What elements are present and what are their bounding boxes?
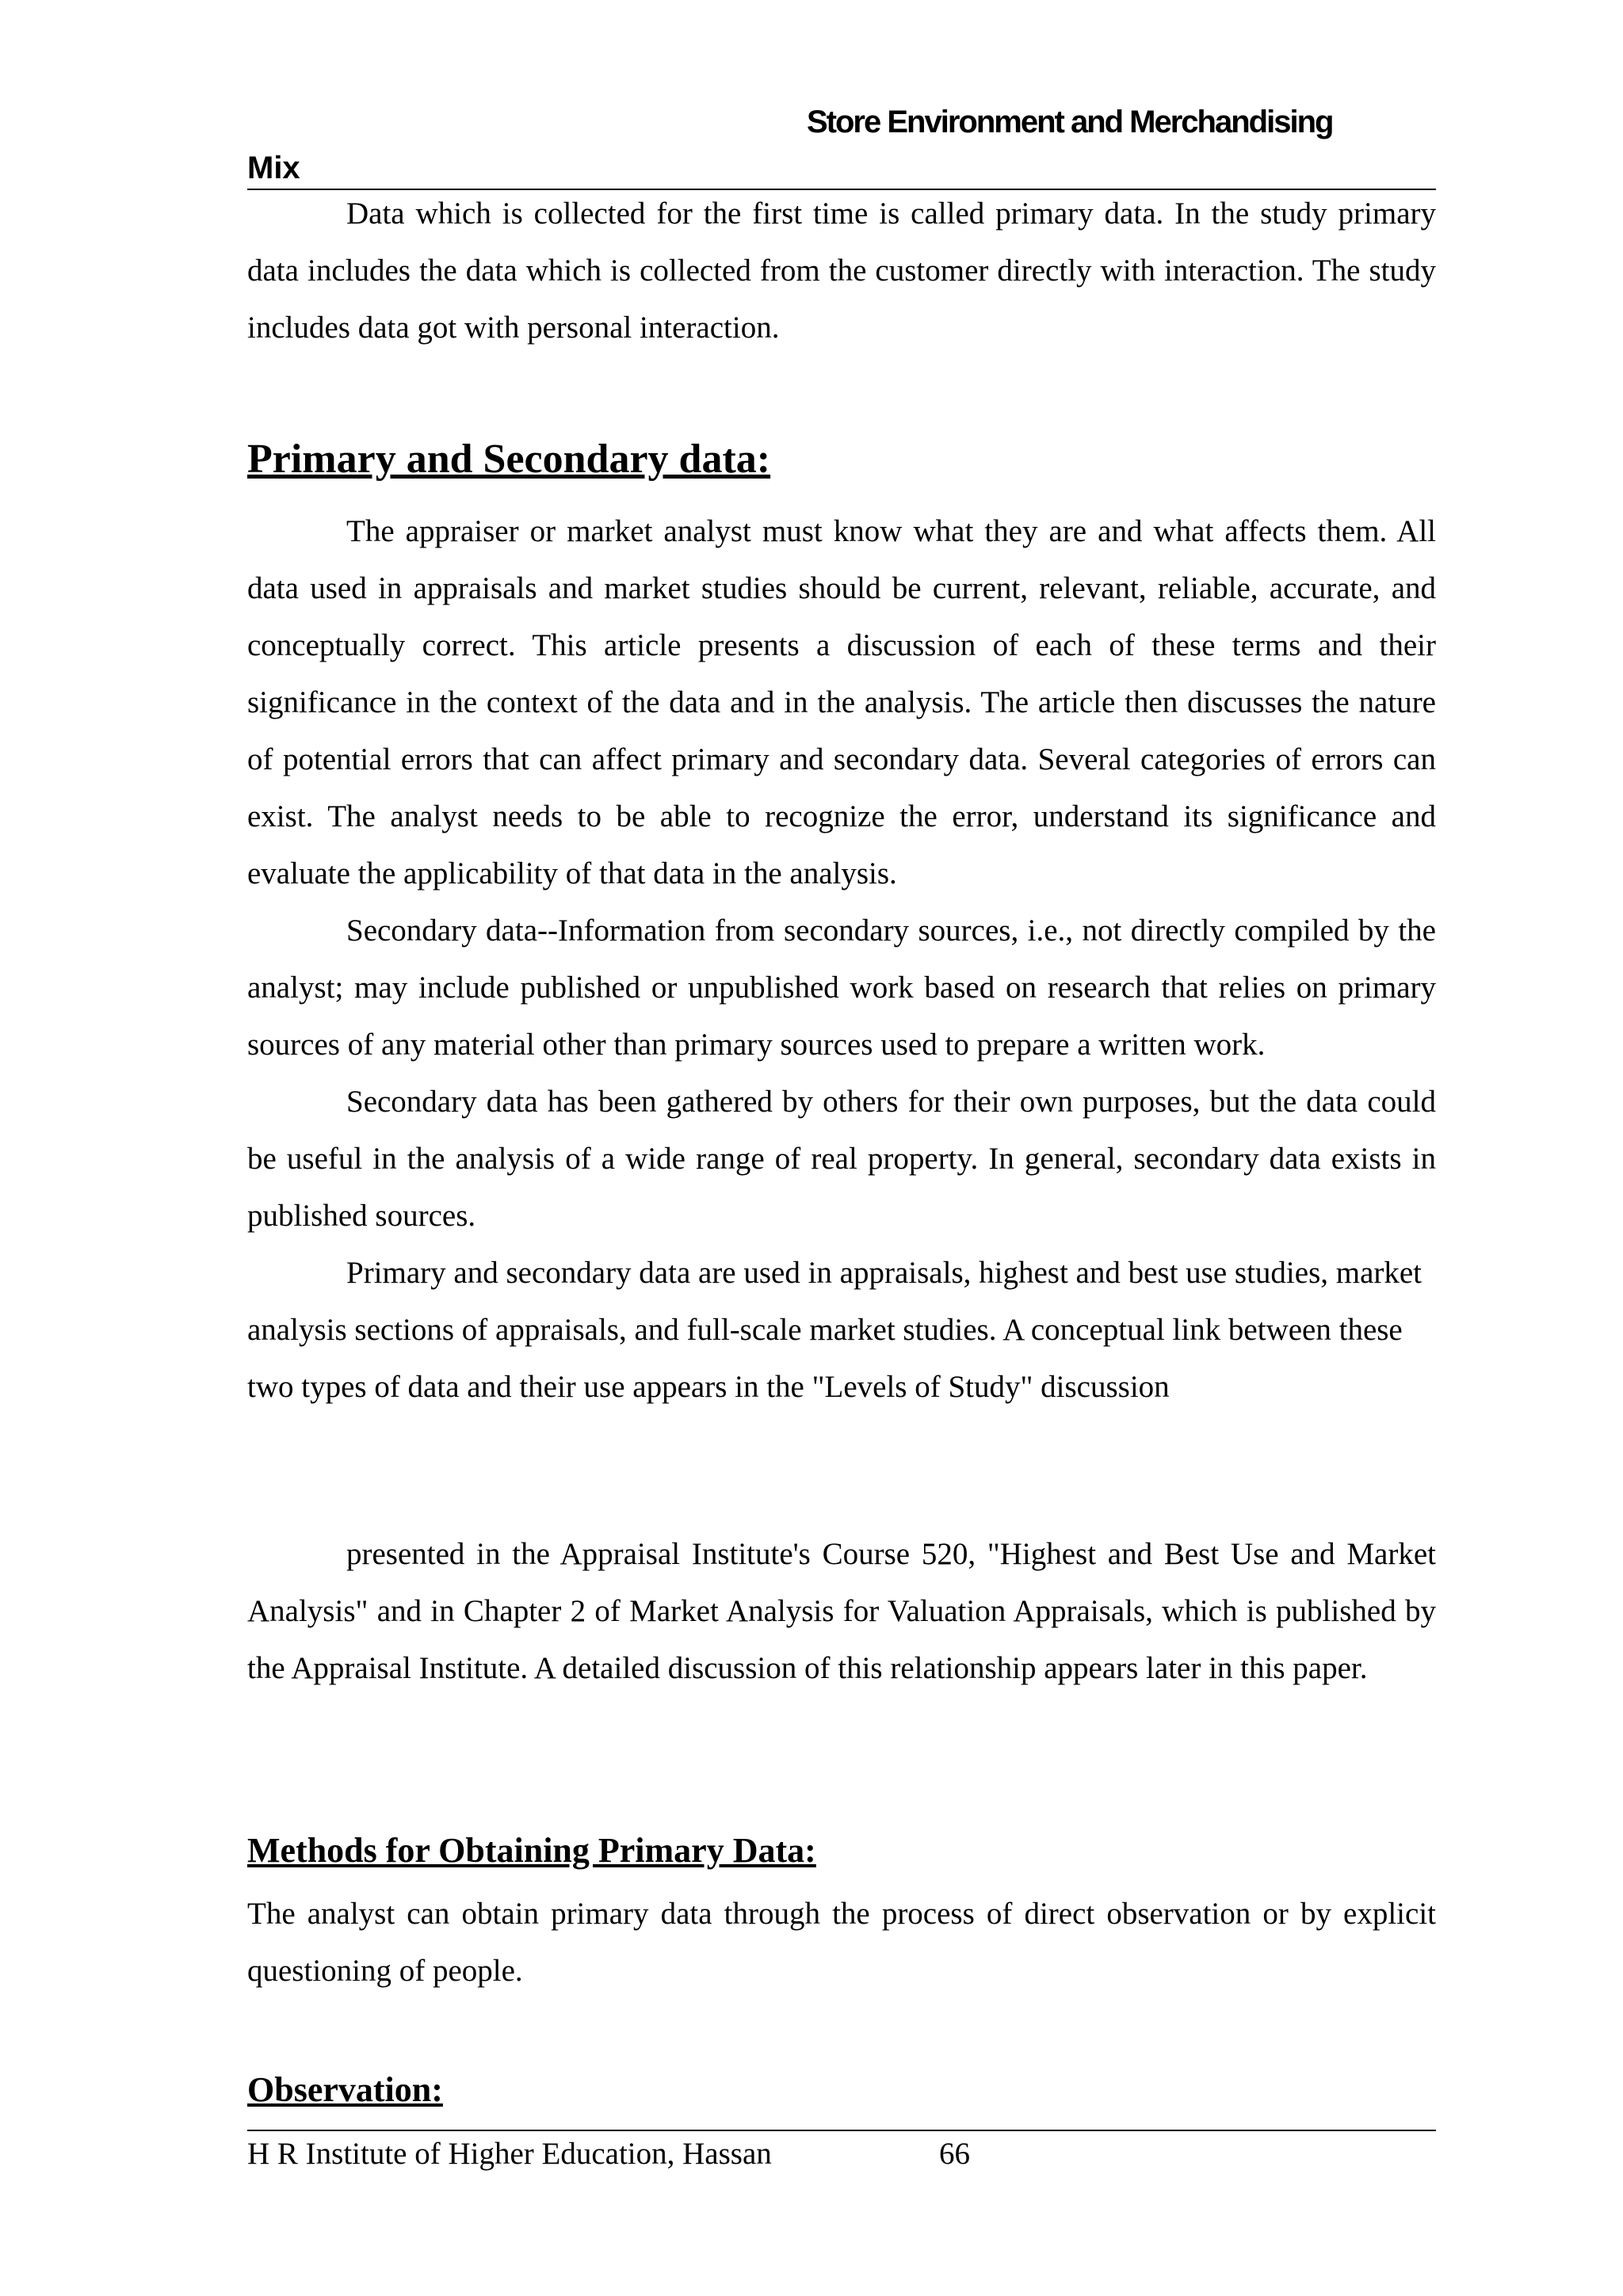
intro-paragraph: Data which is collected for the first time is called primary data. In the study primary data includes the data which is collected from the customer directly with interaction. The study includes data got with personal interaction. [247,196,1436,345]
paragraph-appraiser: The appraiser or market analyst must know what they are and what affects them. All data used in appraisals and market studies should be current, relevant, reliable, accurate, and conceptually correct. This article presents a discussion of each of these terms and their significance in the context of the data and in the analysis. The article then discusses the nature of potential errors that can affect primary and secondary data. Several categories of errors can exist. The analyst needs to be able to recognize the error, understand its significance and evaluate the applicability of that data in the analysis. [247,514,1436,891]
paragraph-methods: The analyst can obtain primary data through the process of direct observation or by explicit questioning of people. [247,1897,1436,1988]
paragraph-course-520: presented in the Appraisal Institute's Course 520, "Highest and Best Use and Market Analysis" and in Chapter 2 of Market Analysis for Valuation Appraisals, which is published by the Appraisal Institute. A detailed discussion of this relationship appears later in this paper. [247,1537,1436,1685]
running-header-continuation: Mix [247,151,300,185]
paragraph-secondary-gathered: Secondary data has been gathered by others for their own purposes, but the data could be useful in the analysis of a wide range of real property. In general, secondary data exists in published sources. [247,1085,1436,1233]
heading-methods-primary-data: Methods for Obtaining Primary Data: [247,1831,816,1870]
page-number: 66 [939,2137,970,2171]
primary-secondary-body [247,503,1436,1416]
paragraph-secondary-definition: Secondary data--Information from secondary sources, i.e., not directly compiled by the analyst; may include published or unpublished work based on research that relies on primary sources of any material other than primary sources used to prepare a written work. [247,913,1436,1062]
methods-body [247,1886,1436,2000]
footer-rule [247,2130,1436,2131]
paragraph-primary-secondary-use: Primary and secondary data are used in appraisals, highest and best use studies, market analysis sections of appraisals, and full-scale market studies. A conceptual link between these two types of data and their use appears in the "Levels of Study" discussion [247,1256,1423,1404]
heading-primary-secondary-data: Primary and Secondary data: [247,437,771,482]
continuation-block [247,1526,1436,1697]
footer-institution: H R Institute of Higher Education, Hassan [247,2137,772,2171]
running-header-title: Store Environment and Merchandising [807,105,1333,139]
intro-block [247,185,1436,357]
heading-observation: Observation: [247,2070,443,2109]
